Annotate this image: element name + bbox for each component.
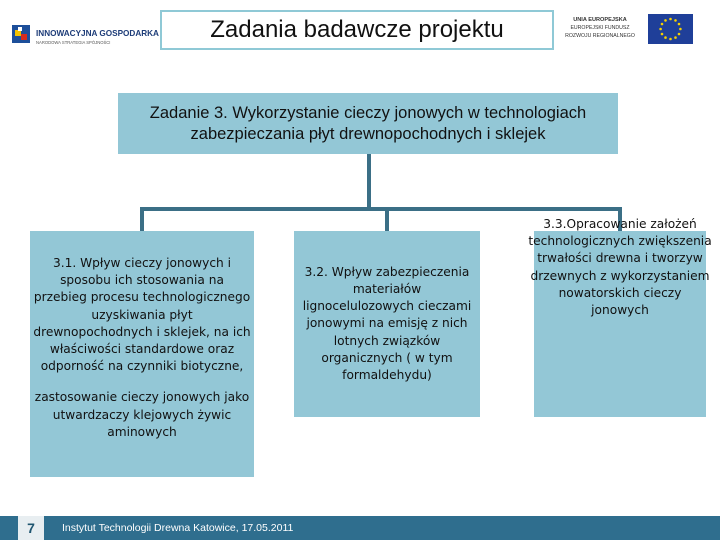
subtask-3-3-text: 3.3.Opracowanie założeń technologicznych zwiększenia trwałości drewna i tworzyw drzewnych z wykorzystaniem nowatorskich cieczy jonowych [528,217,712,318]
main-task-box [118,93,618,154]
subtask-3-1-extra-text: zastosowanie cieczy jonowych jako utwardzaczy klejowych żywic aminowych [34,390,250,439]
subtask-3-2-text: 3.2. Wpływ zabezpieczenia materiałów lignocelulozowych cieczami jonowymi na emisję z nich lotnych związków organicznych ( w tym formaldehydu) [302,264,472,382]
connector-trunk [367,154,371,209]
subtask-3-1-box [30,231,254,477]
connector-horizontal [140,207,622,211]
connector-middle [385,207,389,231]
eu-logo-line2: EUROPEJSKI FUNDUSZ [570,25,630,31]
main-task-line1: Zadanie 3. Wykorzystanie cieczy jonowych w technologiach [149,103,587,122]
innowacyjna-gospodarka-emblem-icon [10,20,159,52]
page-number: 7 [18,516,44,540]
connector-left [140,207,144,231]
slide-title-text: Zadania badawcze projektu [210,16,504,43]
subtask-3-1-text: 3.1. Wpływ cieczy jonowych i sposobu ich stosowania na przebieg procesu technologicznego uzyskiwania płyt drewnopochodnych i sklejek, na ich właściwości standardowe oraz odporność na czynniki biotyczne, [33,256,251,374]
logo-left-name: INNOWACYJNA GOSPODARKA [36,29,159,38]
eu-logo [560,12,695,46]
logo-left-subtitle: NARODOWA STRATEGIA SPÓJNOŚCI [36,40,111,45]
innowacyjna-gospodarka-logo [10,20,159,52]
eu-logo-line3: ROZWOJU REGIONALNEGO [565,33,635,39]
subtask-3-2-box [294,231,480,417]
eu-logo-line1: UNIA EUROPEJSKA [573,17,627,23]
eu-flag-icon [560,12,695,46]
footer-text: Instytut Technologii Drewna Katowice, 17.05.2011 [62,522,294,534]
slide-title [160,10,554,50]
main-task-line2: zabezpieczania płyt drewnopochodnych i sklejek [190,124,546,143]
